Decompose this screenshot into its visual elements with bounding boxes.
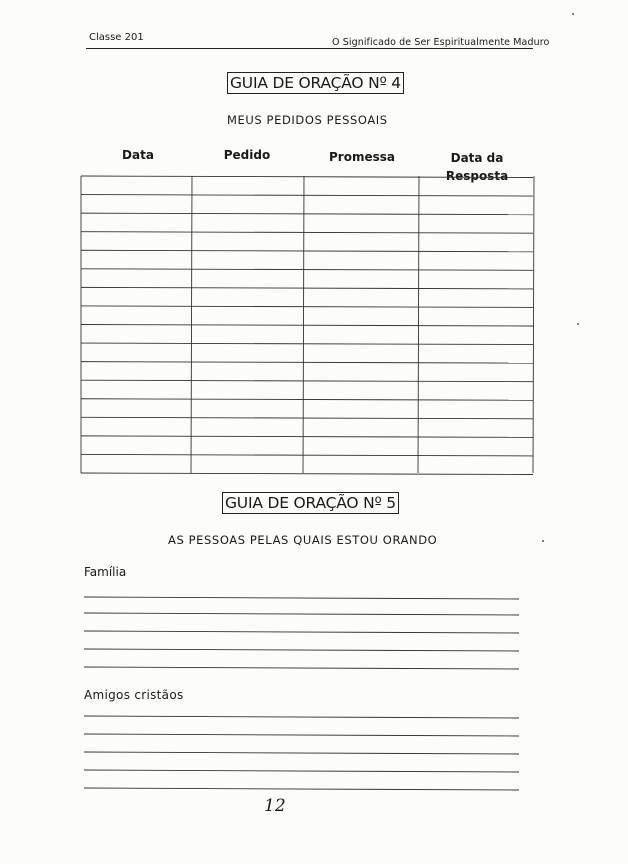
guide-5-title: GUIA DE ORAÇÃO Nº 5 bbox=[222, 492, 399, 514]
table-column-line bbox=[303, 176, 304, 473]
scan-speck bbox=[577, 323, 579, 325]
class-label: Classe 201 bbox=[89, 32, 144, 43]
scan-speck bbox=[572, 13, 574, 15]
table-row-line bbox=[81, 195, 533, 197]
family-writing-line bbox=[84, 631, 519, 633]
table-row-line bbox=[81, 436, 533, 438]
family-writing-line bbox=[84, 667, 519, 669]
christian-friends-label: Amigos cristãos bbox=[84, 688, 184, 702]
table-row-line bbox=[81, 306, 533, 308]
table-row-line bbox=[81, 325, 533, 327]
friends-writing-line bbox=[84, 770, 519, 772]
table-column-line bbox=[533, 176, 534, 473]
family-writing-line bbox=[84, 613, 519, 615]
table-row-line bbox=[81, 473, 533, 475]
table-column-line bbox=[191, 176, 192, 473]
table-column-line bbox=[418, 176, 419, 473]
table-row-line bbox=[81, 176, 533, 178]
friends-writing-line bbox=[84, 734, 519, 736]
table-row-line bbox=[81, 269, 533, 271]
table-row-line bbox=[81, 287, 533, 289]
family-writing-line bbox=[84, 649, 519, 651]
column-header-answer-line1: Data da bbox=[450, 151, 504, 165]
table-row-line bbox=[81, 454, 533, 456]
table-row-line bbox=[81, 213, 533, 215]
table-row-line bbox=[81, 417, 533, 419]
guide-5-subtitle: AS PESSOAS PELAS QUAIS ESTOU ORANDO bbox=[168, 533, 438, 547]
table-row-line bbox=[81, 250, 533, 252]
friends-writing-line bbox=[84, 716, 519, 718]
guide-4-subtitle: MEUS PEDIDOS PESSOAIS bbox=[227, 113, 388, 127]
family-label: Família bbox=[84, 565, 127, 579]
page-number: 12 bbox=[264, 796, 286, 816]
table-row-line bbox=[81, 380, 533, 382]
column-header-date: Data bbox=[122, 148, 154, 162]
guide-4-title: GUIA DE ORAÇÃO Nº 4 bbox=[227, 72, 404, 94]
table-row-line bbox=[81, 343, 533, 345]
table-row-line bbox=[81, 362, 533, 364]
column-header-request: Pedido bbox=[223, 148, 271, 162]
friends-writing-line bbox=[84, 788, 519, 790]
column-header-answer-line2: Resposta bbox=[445, 169, 509, 183]
book-title: O Significado de Ser Espiritualmente Maduro bbox=[332, 37, 550, 48]
column-header-promise: Promessa bbox=[329, 150, 395, 164]
family-writing-line bbox=[84, 597, 519, 599]
friends-writing-line bbox=[84, 752, 519, 754]
table-row-line bbox=[81, 232, 533, 234]
scan-speck bbox=[542, 540, 544, 542]
table-row-line bbox=[81, 399, 533, 401]
